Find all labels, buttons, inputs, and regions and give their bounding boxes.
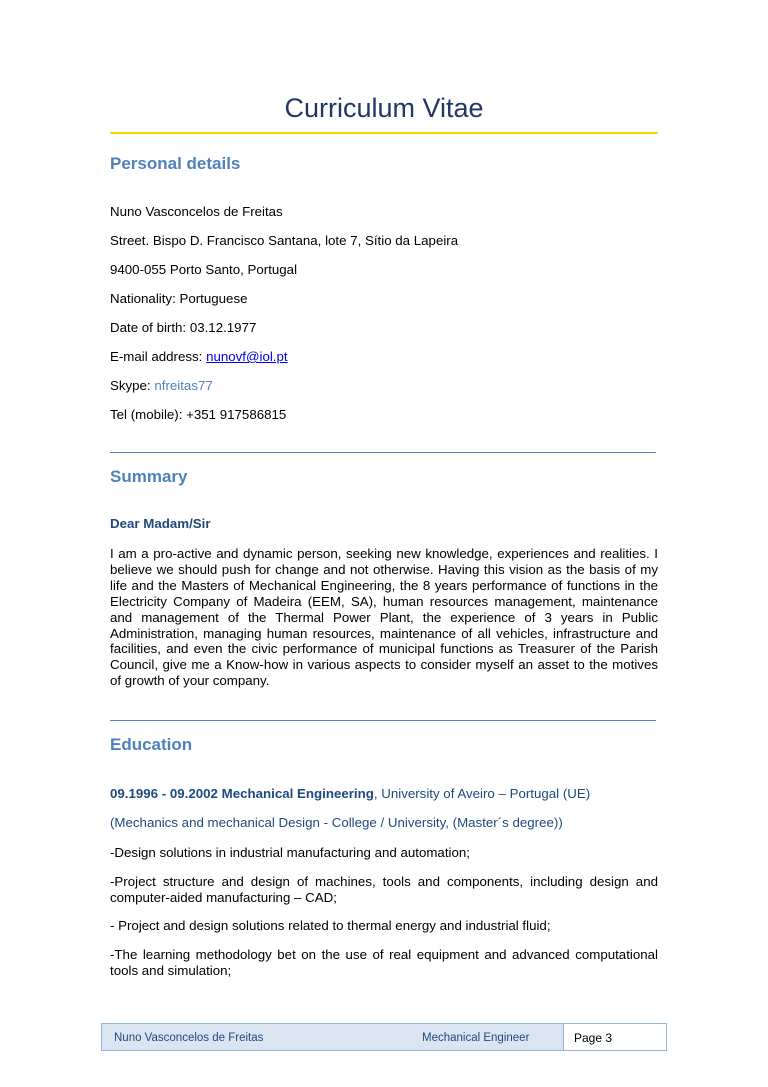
education-item: - Project and design solutions related to thermal energy and industrial fluid; — [110, 918, 551, 933]
education-heading: Education — [110, 735, 193, 754]
email-line — [110, 349, 288, 364]
education-institution: , University of Aveiro – Portugal (UE) — [373, 786, 591, 801]
summary-heading: Summary — [110, 467, 188, 486]
footer-name: Nuno Vasconcelos de Freitas — [114, 1032, 264, 1044]
email-link[interactable]: nunovf@iol.pt — [206, 349, 288, 364]
skype-line — [110, 378, 213, 393]
section-separator — [110, 720, 656, 721]
skype-label: Skype: — [110, 378, 155, 393]
street-address: Street. Bispo D. Francisco Santana, lote 7, Sítio da Lapeira — [110, 233, 459, 248]
section-separator — [110, 452, 656, 453]
education-period-degree: 09.1996 - 09.2002 Mechanical Engineering — [110, 786, 374, 801]
personal-details-heading: Personal details — [110, 154, 241, 173]
education-entry — [110, 786, 590, 801]
date-of-birth: Date of birth: 03.12.1977 — [110, 320, 257, 335]
education-item: -Project structure and design of machines, tools and components, including design and computer-aided manufacturing – CAD; — [110, 874, 658, 905]
summary-paragraph: I am a pro-active and dynamic person, seeking new knowledge, experiences and realities. I believe we should push for change and not otherwise. Having this vision as the basis of my life and the Masters of Mechanical Engineering, the 8 years performance of functions in the Electricity Company of Madeira (EEM, SA), human resources management, maintenance and management of the Thermal Power Plant, the experience of 3 years in Public Administration, managing human resources, maintenance of all vehicles, infrastructure and facilities, and even the civic performance of municipal functions as Treasurer of the Parish Council, give me a Know-how in various aspects to consider myself an asset to the motives of growth of your company. — [110, 546, 658, 689]
education-item: -The learning methodology bet on the use of real equipment and advanced computational tools and simulation; — [110, 947, 658, 978]
education-item: -Design solutions in industrial manufacturing and automation; — [110, 845, 470, 860]
skype-id: nfreitas77 — [154, 378, 213, 393]
email-label: E-mail address: — [110, 349, 207, 364]
city-address: 9400-055 Porto Santo, Portugal — [110, 262, 298, 277]
full-name: Nuno Vasconcelos de Freitas — [110, 204, 283, 219]
page-footer — [101, 1023, 667, 1051]
page-title: Curriculum Vitae — [284, 93, 484, 123]
title-underline — [110, 132, 658, 134]
nationality: Nationality: Portuguese — [110, 291, 248, 306]
footer-role: Mechanical Engineer — [422, 1032, 530, 1044]
education-specialization: (Mechanics and mechanical Design - College / University, (Master´s degree)) — [110, 815, 563, 830]
phone: Tel (mobile): +351 917586815 — [110, 407, 287, 422]
page-number: Page 3 — [563, 1023, 667, 1051]
salutation: Dear Madam/Sir — [110, 516, 211, 531]
